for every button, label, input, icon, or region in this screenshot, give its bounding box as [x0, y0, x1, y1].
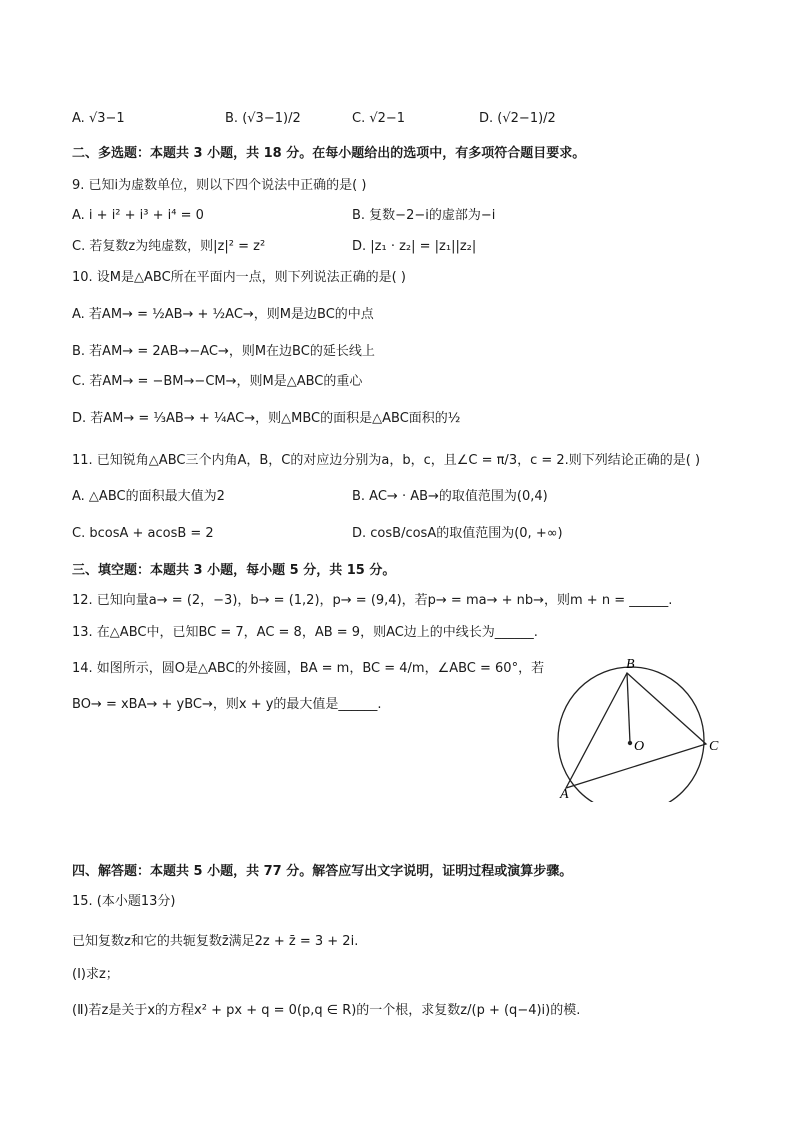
- option-expr: √3−1: [88, 111, 125, 126]
- option-expr: (√2−1)/2: [497, 111, 556, 126]
- circumcircle: [558, 667, 704, 802]
- section-2-heading: 二、多选题：本题共 3 小题，共 18 分。在每小题给出的选项中，有多项符合题目要求。: [72, 146, 586, 161]
- center-point-o: [628, 741, 632, 745]
- option-label: A.: [72, 111, 85, 126]
- label-c: C: [709, 739, 719, 754]
- q11-stem: 11. 已知锐角△ABC三个内角A，B，C的对应边分别为a，b，c，且∠C = π/3，c = 2.则下列结论正确的是( ): [72, 453, 701, 468]
- q11-option-c: C. bcosA + acosB = 2: [72, 526, 214, 541]
- q10-option-a: A. 若AM→ = ½AB→ + ½AC→，则M是边BC的中点: [72, 307, 374, 322]
- option-expr: (√3−1)/2: [242, 111, 301, 126]
- label-o: O: [634, 739, 645, 754]
- q9-option-a: A. i + i² + i³ + i⁴ = 0: [72, 208, 204, 223]
- label-a: A: [560, 787, 569, 802]
- option-label: B.: [225, 111, 239, 126]
- section-4-heading: 四、解答题：本题共 5 小题，共 77 分。解答应写出文字说明，证明过程或演算步骤。: [72, 864, 573, 879]
- q9-stem: 9. 已知i为虚数单位，则以下四个说法中正确的是( ): [72, 178, 367, 193]
- q10-option-b: B. 若AM→ = 2AB→−AC→，则M在边BC的延长线上: [72, 344, 375, 359]
- section-3-heading: 三、填空题：本题共 3 小题，每小题 5 分，共 15 分。: [72, 563, 396, 578]
- option-label: C.: [352, 111, 366, 126]
- q8-option-c: [352, 110, 405, 128]
- label-b: B: [626, 657, 635, 672]
- q8-option-b: [225, 110, 301, 128]
- q12-stem: 12. 已知向量a→ = (2，−3)，b→ = (1,2)，p→ = (9,4)，若p→ = ma→ + nb→，则m + n = ______.: [72, 593, 673, 608]
- q10-option-c: C. 若AM→ = −BM→−CM→，则M是△ABC的重心: [72, 374, 363, 389]
- q9-option-c: C. 若复数z为纯虚数，则|z|² = z²: [72, 239, 266, 254]
- q11-option-a: A. △ABC的面积最大值为2: [72, 489, 225, 504]
- q15-part-2: (Ⅱ)若z是关于x的方程x² + px + q = 0(p,q ∈ R)的一个根，求复数z/(p + (q−4)i)的模.: [72, 1003, 581, 1018]
- q11-option-d: D. cosB/cosA的取值范围为(0, +∞): [352, 526, 563, 541]
- q15-stem: 已知复数z和它的共轭复数z̄满足2z + z̄ = 3 + 2i.: [72, 934, 359, 949]
- q9-option-d: D. |z₁ · z₂| = |z₁||z₂|: [352, 239, 477, 254]
- q15-part-1: (Ⅰ)求z；: [72, 967, 119, 982]
- q9-option-b: B. 复数−2−i的虚部为−i: [352, 208, 496, 223]
- q10-stem: 10. 设M是△ABC所在平面内一点，则下列说法正确的是( ): [72, 270, 406, 285]
- option-label: D.: [479, 111, 494, 126]
- q14-line-2: BO→ = xBA→ + yBC→，则x + y的最大值是______.: [72, 697, 382, 712]
- q10-option-d: D. 若AM→ = ⅓AB→ + ¼AC→，则△MBC的面积是△ABC面积的½: [72, 411, 461, 426]
- q13-stem: 13. 在△ABC中，已知BC = 7，AC = 8，AB = 9，则AC边上的中线长为______.: [72, 625, 538, 640]
- circumcircle-figure: [552, 652, 732, 802]
- q15-title: 15. (本小题13分): [72, 894, 176, 909]
- q14-line-1: 14. 如图所示，圆O是△ABC的外接圆，BA = m，BC = 4/m，∠ABC = 60°，若: [72, 661, 545, 676]
- q11-option-b: B. AC→ · AB→的取值范围为(0,4): [352, 489, 548, 504]
- segment-bo: [627, 673, 630, 743]
- option-expr: √2−1: [369, 111, 406, 126]
- q8-option-a: [72, 110, 125, 128]
- q8-option-d: [479, 110, 556, 128]
